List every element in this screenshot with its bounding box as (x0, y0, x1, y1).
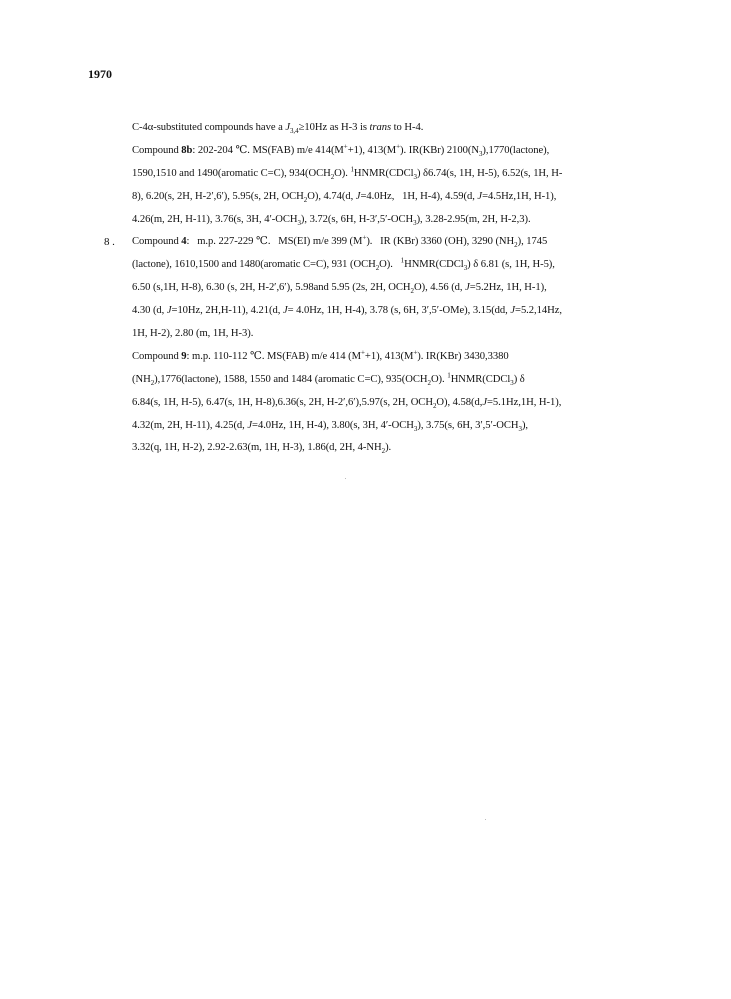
text-line: $(NH_2),1776(lactone)$, 1588, 1550 and 1484 (aromatic C=C), $935(OCH_2O)$. $^1$HNMR(CDCl$_3$) δ (132, 371, 525, 387)
text-line: 6.84(s, 1H, H-5), 6.47(s, 1H, H-8),6.36(s, 2H, H-2′,6′),5.97(s, 2H, $OCH_2O$), 4.58(d,J=5.1Hz,1H, H-1), (132, 396, 562, 410)
text-line: 4.30 (d, J=10Hz, 2H,H-11), 4.21(d, J= 4.0Hz, 1H, H-4), 3.78 (s, 6H, 3′,5′-OMe), 3.15(dd, J=5.2,14Hz, (132, 305, 562, 317)
page-number: 1970 (88, 67, 112, 81)
item-number: 8 . (104, 236, 115, 249)
article-body (104, 117, 672, 460)
text-line: Compound 8b: 202-204 ℃. MS(FAB) m/e 414(M++1), 413(M+). IR(KBr) $2100(N_3),1770(lactone)$, (132, 142, 550, 158)
text-line: 6.50 (s,1H, H-8), 6.30 (s, 2H, H-2′,6′), 5.98and 5.95 (2s, 2H, $OCH_2O$), 4.56 (d, J=5.2Hz, 1H, H-1), (132, 282, 547, 296)
scan-speck (485, 819, 486, 820)
text-line: 8 . Compound 4: m.p. 227-229 ℃. MS(EI) m/e 399 (M+). IR (KBr) 3360 (OH), 3290 $(NH_2)$, 1745 (132, 231, 672, 254)
scan-speck (345, 478, 346, 479)
text-line: C-4α-substituted compounds have a $J_{3,4}\ge 10Hz$ as H-3 is trans to H-4. (132, 122, 424, 136)
text-line: 1590,1510 and 1490(aromatic C=C), $934(OCH_2O)$. $^1$HNMR(CDCl$_3$) δ6.74(s, 1H, H-5), 6.52(s, 1H, H- (132, 165, 563, 181)
text-line: 4.26(m, 2H, H-11), 3.76(s, 3H, $4'-OCH_3$), 3.72(s, 6H, $H-3',5'-OCH_3$), 3.28-2.95(m, 2H, H-2,3). (132, 213, 531, 227)
text-line: (lactone), 1610,1500 and 1480(aromatic C=C), 931 $(OCH_2O)$. $^1$HNMR(CDCl$_3$) δ 6.81 (s, 1H, H-5), (132, 256, 555, 273)
text-line: 3.32(q, 1H, H-2), 2.92-2.63(m, 1H, H-3), 1.86(d, 2H, $4-NH_2$). (132, 442, 392, 456)
text-line: 8), 6.20(s, 2H, H-2′,6′), 5.95(s, 2H, $OCH_2O$), 4.74(d, J=4.0Hz, 1H, H-4), 4.59(d, J=4.5Hz,1H, H-1), (132, 190, 557, 204)
text-line: 1H, H-2), 2.80 (m, 1H, H-3). (132, 328, 254, 340)
text-line: Compound 9: m.p. 110-112 ℃. MS(FAB) m/e 414 (M++1), 413(M+). IR(KBr) 3430,3380 (132, 348, 509, 362)
text-line: 4.32(m, 2H, H-11), 4.25(d, J=4.0Hz, 1H, H-4), 3.80(s, 3H, $4'-OCH_3$), 3.75(s, 6H, $3',5'-OCH_3$), (132, 419, 529, 433)
